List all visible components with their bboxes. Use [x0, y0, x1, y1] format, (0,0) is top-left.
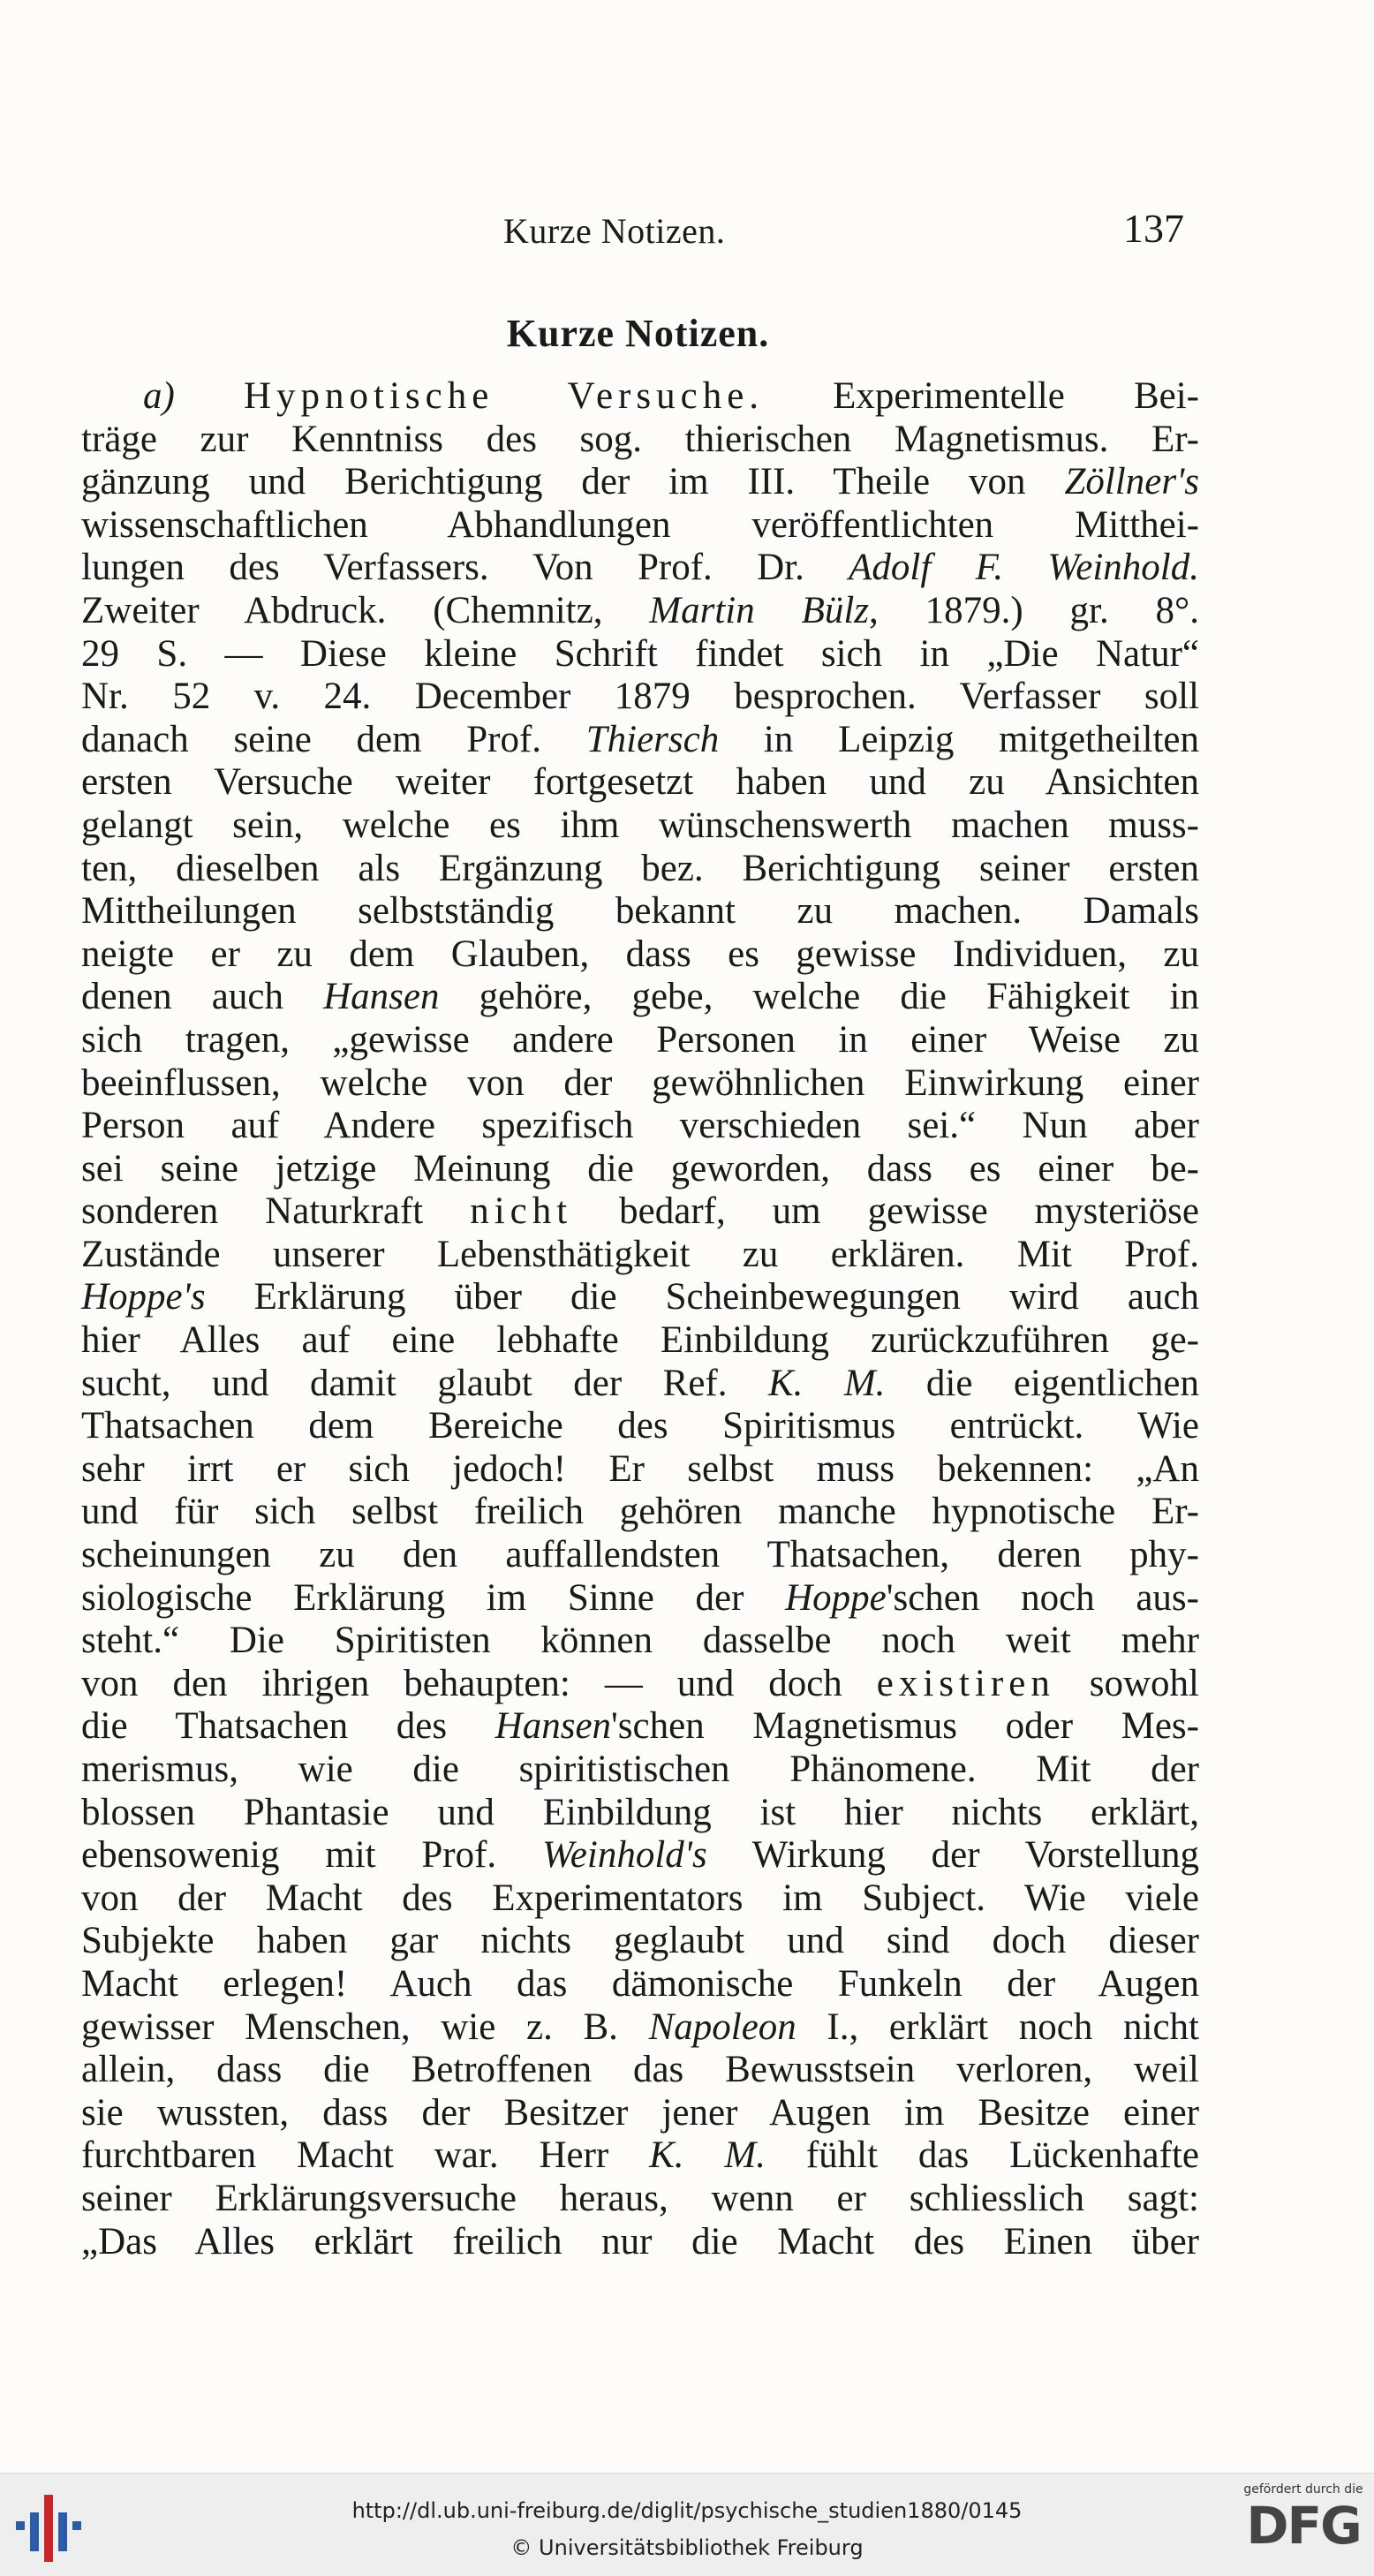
- text-run: sie wussten, dass der Besitzer jener Augen im Besitze einer: [81, 2091, 1199, 2134]
- running-head: Kurze Notizen.: [503, 211, 726, 251]
- text-line: [81, 976, 1199, 1019]
- section-title: Kurze Notizen.: [506, 312, 770, 355]
- text-run: beeinflussen, welche von der gewöhnlichen Einwirkung einer: [81, 1061, 1199, 1104]
- footer-copyright: © Universitätsbibliothek Freiburg: [510, 2535, 864, 2560]
- dfg-logo: DFG: [1246, 2496, 1361, 2556]
- text-run: ersten Versuche weiter fortgesetzt haben und zu Ansichten: [81, 761, 1199, 804]
- text-run: Experimentelle Bei-: [764, 375, 1199, 417]
- text-line: [81, 676, 1199, 719]
- text-line: [81, 1963, 1199, 2006]
- text-run: Zöllner's: [1064, 461, 1199, 503]
- text-run: gelangt sein, welche es ihm wünschenswerth machen muss-: [81, 804, 1199, 846]
- text-line: [81, 890, 1199, 933]
- text-line: [81, 1834, 1199, 1877]
- footer-url[interactable]: http://dl.ub.uni-freiburg.de/diglit/psychische_studien1880/0145: [351, 2498, 1023, 2523]
- text-run: bedarf, um gewisse mysteriöse: [572, 1190, 1199, 1233]
- text-run: von der Macht des Experimentators im Subject. Wie viele: [81, 1877, 1199, 1919]
- text-run: hier Alles auf eine lebhafte Einbildung zurückzuführen ge-: [81, 1319, 1199, 1362]
- text-line: [81, 2006, 1199, 2050]
- text-line: [81, 761, 1199, 805]
- text-run: sei seine jetzige Meinung die geworden, dass es einer be-: [81, 1147, 1199, 1190]
- text-run: die eigentlichen: [885, 1362, 1199, 1404]
- text-run: Wirkung der Vorstellung: [706, 1834, 1199, 1877]
- text-run: blossen Phantasie und Einbildung ist hier nichts erklärt,: [81, 1791, 1199, 1833]
- text-run: fühlt das Lückenhafte: [765, 2134, 1199, 2177]
- text-run: siologische Erklärung im Sinne der: [81, 1576, 786, 1619]
- text-run: Thatsachen dem Bereiche des Spiritismus entrückt. Wie: [81, 1405, 1199, 1447]
- text-run: 29 S. — Diese kleine Schrift findet sich in „Die Natur“: [81, 632, 1199, 675]
- text-line: [81, 375, 1199, 419]
- text-run: wissenschaftlichen Abhandlungen veröffentlichten Mitthei-: [81, 503, 1199, 546]
- text-line: [81, 2092, 1199, 2135]
- text-run: gehöre, gebe, welche die Fähigkeit in: [439, 976, 1200, 1018]
- text-line: [81, 805, 1199, 848]
- text-run: sich tragen, „gewisse andere Personen in einer Weise zu: [81, 1018, 1199, 1061]
- text-line: [81, 1105, 1199, 1148]
- text-run: von den ihrigen behaupten: — und doch: [81, 1662, 877, 1704]
- text-line: [81, 419, 1199, 462]
- text-run: sonderen Naturkraft: [81, 1190, 471, 1233]
- text-run: lungen des Verfassers. Von Prof. Dr.: [81, 547, 849, 589]
- text-line: [81, 504, 1199, 548]
- text-line: [81, 1920, 1199, 1963]
- text-line: [81, 1663, 1199, 1706]
- text-line: [81, 1448, 1199, 1492]
- text-line: [81, 2221, 1199, 2264]
- text-run: merismus, wie die spiritistischen Phänomene. Mit der: [81, 1749, 1199, 1790]
- text-run: Macht erlegen! Auch das dämonische Funkeln der Augen: [81, 1962, 1199, 2005]
- text-run: furchtbaren Macht war. Herr: [81, 2134, 650, 2177]
- text-line: [81, 1792, 1199, 1835]
- text-run: , 1879.) gr. 8°.: [869, 589, 1199, 631]
- page-number: 137: [1123, 206, 1184, 251]
- text-line: [81, 719, 1199, 762]
- text-line: [81, 1276, 1199, 1319]
- text-line: [81, 1749, 1199, 1792]
- text-run: sehr irrt er sich jedoch! Er selbst muss bekennen: „An: [81, 1447, 1199, 1490]
- text-run: a): [143, 375, 244, 417]
- text-run: träge zur Kenntniss des sog. thierischen Magnetismus. Er-: [81, 418, 1199, 460]
- text-run: Zustände unserer Lebensthätigkeit zu erklären. Mit Prof.: [81, 1233, 1199, 1275]
- text-run: scheinungen zu den auffallendsten Thatsachen, deren phy-: [81, 1534, 1199, 1576]
- text-run: Hansen: [323, 976, 440, 1018]
- text-run: existiren: [876, 1662, 1055, 1704]
- text-run: 'schen noch aus-: [886, 1576, 1199, 1619]
- text-run: Person auf Andere spezifisch verschieden sei.“ Nun aber: [81, 1105, 1199, 1147]
- text-run: die Thatsachen des: [81, 1705, 495, 1748]
- text-run: gänzung und Berichtigung der im III. Theile von: [81, 461, 1065, 503]
- text-line: [81, 1534, 1199, 1577]
- text-run: Nr. 52 v. 24. December 1879 besprochen. Verfasser soll: [81, 676, 1199, 718]
- text-run: denen auch: [81, 976, 324, 1018]
- text-line: [81, 2049, 1199, 2092]
- text-run: ten, dieselben als Ergänzung bez. Berichtigung seiner ersten: [81, 847, 1199, 889]
- text-run: Adolf F. Weinhold.: [849, 547, 1199, 589]
- text-run: Zweiter Abdruck. (Chemnitz,: [81, 589, 650, 631]
- text-line: [81, 848, 1199, 891]
- text-run: danach seine dem Prof.: [81, 718, 586, 760]
- footer-bar: [0, 2473, 1374, 2576]
- text-run: 'schen Magnetismus oder Mes-: [611, 1705, 1199, 1748]
- text-line: [81, 1877, 1199, 1921]
- text-run: I., erklärt noch nicht: [796, 2006, 1199, 2048]
- text-run: K. M.: [649, 2134, 766, 2177]
- text-line: [81, 1577, 1199, 1620]
- text-run: allein, dass die Betroffenen das Bewusstsein verloren, weil: [81, 2049, 1199, 2091]
- text-run: Thiersch: [585, 718, 720, 760]
- text-run: Napoleon: [648, 2006, 796, 2048]
- text-run: „Das Alles erklärt freilich nur die Macht des Einen über: [81, 2220, 1199, 2262]
- text-run: K. M.: [767, 1362, 886, 1404]
- text-run: Weinhold's: [541, 1834, 707, 1877]
- text-line: [81, 547, 1199, 590]
- text-line: [81, 933, 1199, 977]
- text-run: neigte er zu dem Glauben, dass es gewisse Individuen, zu: [81, 933, 1199, 975]
- text-line: [81, 633, 1199, 676]
- text-run: Hoppe's: [81, 1276, 206, 1318]
- text-line: [81, 1620, 1199, 1663]
- text-line: [81, 1148, 1199, 1191]
- text-run: Hansen: [494, 1705, 612, 1748]
- text-line: [81, 1190, 1199, 1234]
- text-run: gewisser Menschen, wie z. B.: [81, 2006, 649, 2048]
- text-line: [81, 2134, 1199, 2178]
- text-run: sucht, und damit glaubt der Ref.: [81, 1362, 768, 1404]
- text-run: und für sich selbst freilich gehören manche hypnotische Er-: [81, 1491, 1199, 1533]
- text-run: Hoppe: [785, 1576, 887, 1619]
- text-run: Mittheilungen selbstständig bekannt zu machen. Damals: [81, 890, 1199, 933]
- text-run: Erklärung über die Scheinbewegungen wird auch: [205, 1276, 1199, 1318]
- text-run: ebensowenig mit Prof.: [81, 1834, 542, 1877]
- text-line: [81, 1491, 1199, 1534]
- text-run: Martin Bülz: [649, 589, 870, 631]
- text-run: steht.“ Die Spiritisten können dasselbe noch weit mehr: [81, 1620, 1199, 1662]
- text-line: [81, 1062, 1199, 1106]
- text-line: [81, 1234, 1199, 1277]
- text-line: [81, 2178, 1199, 2221]
- text-run: nicht: [470, 1190, 573, 1233]
- text-run: seiner Erklärungsversuche heraus, wenn er schliesslich sagt:: [81, 2177, 1199, 2219]
- text-run: sowohl: [1054, 1662, 1200, 1704]
- text-run: Subjekte haben gar nichts geglaubt und sind doch dieser: [81, 1920, 1199, 1962]
- text-line: [81, 461, 1199, 504]
- text-line: [81, 1705, 1199, 1749]
- text-line: [81, 1319, 1199, 1363]
- text-line: [81, 590, 1199, 633]
- body-text: [81, 375, 1199, 2263]
- text-line: [81, 1019, 1199, 1062]
- dfg-badge: [1242, 2482, 1365, 2571]
- text-line: [81, 1363, 1199, 1406]
- text-run: in Leipzig mitgetheilten: [719, 718, 1199, 760]
- text-run: Hypnotische Versuche.: [243, 375, 765, 417]
- dfg-caption: gefördert durch die: [1243, 2482, 1363, 2497]
- text-line: [81, 1405, 1199, 1448]
